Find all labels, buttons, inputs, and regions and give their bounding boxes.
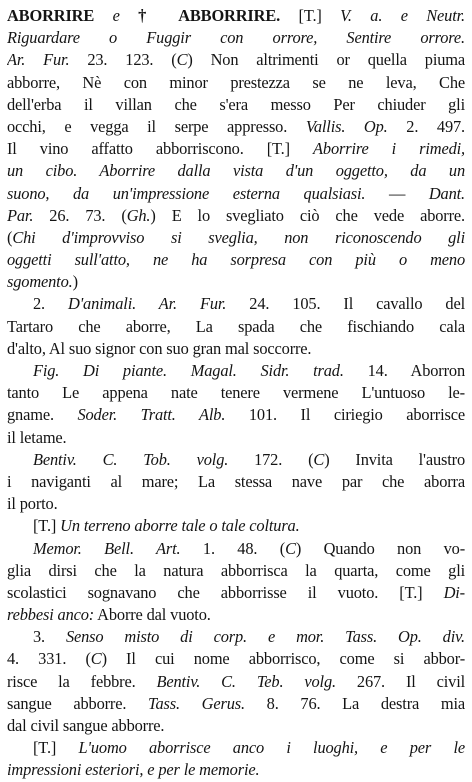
- italic-text: oggetti sull'atto, ne ha sorpresa con più o meno: [7, 250, 465, 270]
- italic-text: C: [313, 449, 325, 469]
- text-line: [7, 5, 465, 27]
- text-segment: 2.: [33, 294, 69, 314]
- text-segment: ) E lo svegliato ciò che vede aborre.: [150, 205, 465, 225]
- italic-text: Chi d'improvviso si sveglia, non riconoscendo gli: [12, 227, 465, 247]
- text-line: [7, 604, 465, 626]
- italic-text: impressioni esteriori, e per le memorie.: [7, 760, 260, 780]
- text-line: [7, 27, 465, 49]
- italic-text: Ar. Fur.: [7, 50, 70, 70]
- text-line: [7, 227, 465, 249]
- italic-text: suono, da un'impressione esterna qualsiasi.: [7, 183, 366, 203]
- text-line: [7, 249, 465, 271]
- text-segment: [T.]: [280, 6, 341, 25]
- text-segment: ) Quando non vo-: [295, 538, 465, 558]
- text-segment: 14. Aborron: [343, 361, 465, 380]
- text-line: [7, 560, 465, 582]
- text-segment: 267. Il civil: [335, 671, 465, 691]
- italic-text: D'animali. Ar. Fur.: [68, 294, 227, 314]
- text-line: [7, 183, 465, 205]
- text-line: [7, 116, 465, 138]
- text-segment: tanto Le appena nate tenere vermene L'untuoso le-: [7, 383, 465, 403]
- italic-text: Un terreno aborre tale o tale coltura.: [60, 516, 300, 536]
- text-line: [7, 360, 465, 382]
- text-segment: (: [7, 227, 13, 247]
- text-line: [7, 404, 465, 426]
- text-line: [7, 427, 465, 449]
- text-segment: —: [365, 183, 429, 203]
- text-line: [7, 582, 465, 604]
- text-segment: i naviganti al mare; La stessa nave par che aborra: [7, 471, 465, 491]
- text-segment: glia dirsi che la natura abborrisca la quarta, come gli: [7, 560, 465, 580]
- text-segment: sangue abborre.: [7, 693, 149, 713]
- text-line: [7, 715, 465, 737]
- italic-text: Vallis. Op.: [305, 116, 388, 136]
- text-line: [7, 316, 465, 338]
- text-segment: 23. 123. (: [69, 50, 177, 70]
- italic-text: Bentiv. C. Teb. volg.: [156, 671, 336, 691]
- text-line: [7, 626, 465, 648]
- italic-text: Aborrire i rimedi,: [313, 139, 465, 159]
- italic-text: sgomento.: [7, 272, 73, 292]
- text-line: [7, 538, 465, 560]
- text-segment: [T.]: [33, 516, 61, 536]
- text-line: [7, 515, 465, 537]
- italic-text: L'uomo aborrisce anco i luoghi, e per le: [78, 738, 465, 758]
- text-segment: d'alto, Al suo signor con suo gran mal soccorre.: [7, 338, 312, 358]
- text-line: [7, 493, 465, 515]
- text-segment: Il vino affatto abborriscono. [T.]: [7, 139, 314, 159]
- text-segment: 3.: [33, 627, 66, 647]
- italic-text: Riguardare o Fuggir con orrore, Sentire orrore.: [7, 28, 465, 48]
- text-segment: dell'erba il villan che s'era messo Per chiuder gli: [7, 94, 465, 114]
- italic-text: rebbesi anco:: [7, 605, 95, 625]
- text-segment: 101. Il ciriegio aborrisce: [225, 405, 465, 425]
- text-segment: il letame.: [7, 427, 67, 447]
- text-segment: gname.: [7, 405, 78, 425]
- italic-text: e: [94, 6, 139, 25]
- text-line: [7, 138, 465, 160]
- text-line: [7, 338, 465, 360]
- italic-text: Bentiv. C. Tob. volg.: [33, 449, 229, 469]
- text-segment: 24. 105. Il cavallo del: [226, 294, 465, 314]
- text-segment: [T.]: [33, 738, 79, 758]
- italic-text: C: [285, 538, 296, 558]
- text-segment: scolastici sognavano che abborrisse il vuoto. [T.]: [7, 582, 444, 602]
- text-segment: 172. (: [228, 449, 314, 469]
- text-line: [7, 382, 465, 404]
- italic-text: Memor. Bell. Art.: [33, 538, 181, 558]
- text-line: [7, 49, 465, 71]
- text-segment: Aborre dal vuoto.: [94, 605, 211, 625]
- text-segment: ) Non altrimenti or quella piuma: [187, 50, 465, 70]
- text-segment: ) Invita l'austro: [324, 449, 465, 469]
- text-line: [7, 759, 465, 781]
- italic-text: un cibo. Aborrire dalla vista d'un oggetto, da un: [7, 161, 465, 181]
- text-line: [7, 271, 465, 293]
- text-segment: 8. 76. La destra mia: [244, 693, 465, 713]
- text-line: [7, 293, 465, 315]
- italic-text: Dant.: [428, 183, 465, 203]
- text-segment: ) Il cui nome abborrisco, come si abbor-: [101, 649, 465, 669]
- text-segment: risce la febbre.: [7, 671, 157, 691]
- italic-text: Par.: [7, 205, 34, 225]
- text-line: [7, 205, 465, 227]
- italic-text: Fig. Di piante. Magal. Sidr. trad.: [33, 361, 344, 380]
- italic-text: Senso misto di corp. e mor. Tass. Op. div.: [65, 627, 465, 647]
- italic-text: V. a. e Neutr.: [340, 6, 465, 25]
- text-segment: 4. 331. (: [7, 649, 91, 669]
- text-segment: abborre, Nè con minor prestezza se ne leva, Che: [7, 72, 465, 92]
- italic-text: C: [90, 649, 102, 669]
- text-line: [7, 471, 465, 493]
- text-line: [7, 449, 465, 471]
- text-segment: dal civil sangue abborre.: [7, 716, 165, 735]
- text-segment: occhi, e vegga il serpe appresso.: [7, 116, 306, 136]
- text-segment: 26. 73. (: [33, 205, 127, 225]
- italic-text: Soder. Tratt. Alb.: [77, 405, 226, 425]
- text-line: [7, 72, 465, 94]
- headword: † ABBORRIRE.: [138, 6, 281, 25]
- text-segment: Tartaro che aborre, La spada che fischiando cala: [7, 316, 465, 336]
- italic-text: Gh.: [126, 205, 151, 225]
- text-segment: il porto.: [7, 494, 58, 514]
- text-line: [7, 160, 465, 182]
- text-segment: 2. 497.: [387, 116, 465, 136]
- headword: ABORRIRE: [7, 6, 95, 25]
- text-line: [7, 693, 465, 715]
- text-segment: ): [72, 272, 78, 292]
- italic-text: Di-: [443, 582, 465, 602]
- text-line: [7, 671, 465, 693]
- text-line: [7, 648, 465, 670]
- text-line: [7, 94, 465, 116]
- italic-text: Tass. Gerus.: [148, 693, 245, 713]
- italic-text: C: [176, 50, 188, 70]
- text-segment: 1. 48. (: [180, 538, 286, 558]
